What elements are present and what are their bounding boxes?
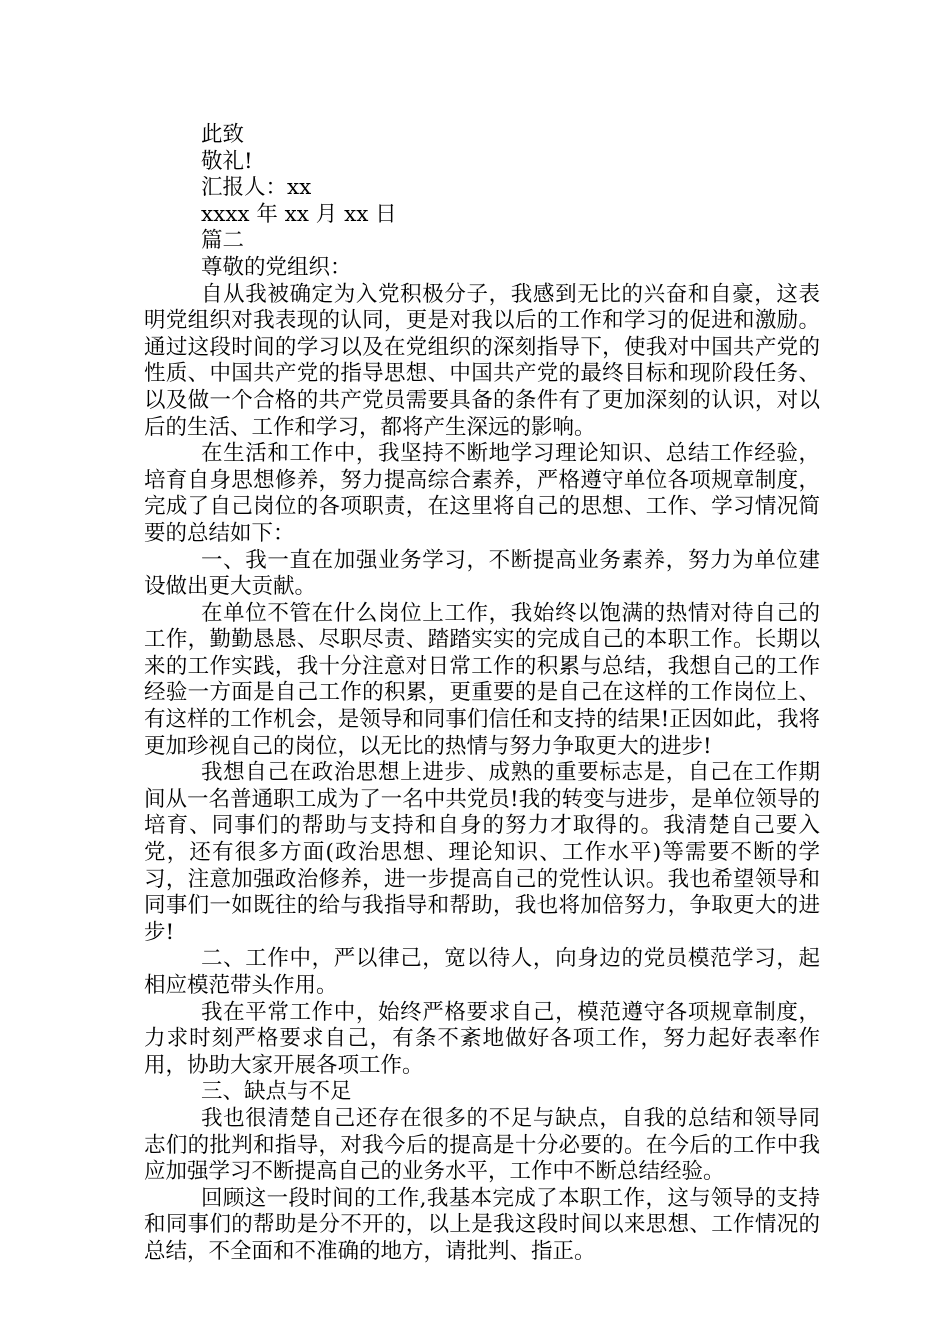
section-heading-2: 二、工作中，严以律己，宽以待人，向身边的党员模范学习，起相应模范带头作用。 bbox=[144, 946, 820, 998]
date-line: xxxx 年 xx 月 xx 日 bbox=[201, 201, 397, 227]
paragraph-5: 我在平常工作中，始终严格要求自己，模范遵守各项规章制度，力求时刻严格要求自己，有条不紊地做好各项工作，努力起好表率作用，协助大家开展各项工作。 bbox=[144, 999, 820, 1078]
section-heading-3: 三、缺点与不足 bbox=[201, 1079, 352, 1105]
paragraph-3: 在单位不管在什么岗位上工作，我始终以饱满的热情对待自己的工作，勤勤恳恳、尽职尽责、踏踏实实的完成自己的本职工作。长期以来的工作实践，我十分注意对日常工作的积累与总结，我想自己的工作经验一方面是自己工作的积累，更重要的是自己在这样的工作岗位上、有这样的工作机会，是领导和同事们信任和支持的结果!正因如此，我将更加珍视自己的岗位，以无比的热情与努力争取更大的进步! bbox=[144, 600, 820, 759]
closing-respect: 敬礼! bbox=[201, 148, 253, 174]
paragraph-2: 在生活和工作中，我坚持不断地学习理论知识、总结工作经验，培育自身思想修养，努力提高综合素养，严格遵守单位各项规章制度，完成了自己岗位的各项职责，在这里将自己的思想、工作、学习情况简要的总结如下： bbox=[144, 441, 820, 546]
paragraph-7: 回顾这一段时间的工作,我基本完成了本职工作，这与领导的支持和同事们的帮助是分不开的，以上是我这段时间以来思想、工作情况的总结，不全面和不准确的地方，请批判、指正。 bbox=[144, 1185, 820, 1264]
section-title: 篇二 bbox=[201, 228, 245, 254]
paragraph-6: 我也很清楚自己还存在很多的不足与缺点，自我的总结和领导同志们的批判和指导，对我今后的提高是十分必要的。在今后的工作中我应加强学习不断提高自己的业务水平，工作中不断总结经验。 bbox=[144, 1105, 820, 1185]
paragraph-1: 自从我被确定为入党积极分子，我感到无比的兴奋和自豪，这表明党组织对我表现的认同，更是对我以后的工作和学习的促进和激励。通过这段时间的学习以及在党组织的深刻指导下，使我对中国共产党的性质、中国共产党的指导思想、中国共产党的最终目标和现阶段任务、以及做一个合格的共产党员需要具备的条件有了更加深刻的认识，对以后的生活、工作和学习，都将产生深远的影响。 bbox=[144, 281, 820, 440]
reporter-line: 汇报人：xx bbox=[201, 175, 312, 201]
closing-salute: 此致 bbox=[201, 122, 245, 147]
greeting: 尊敬的党组织： bbox=[201, 254, 352, 280]
paragraph-4: 我想自己在政治思想上进步、成熟的重要标志是，自己在工作期间从一名普通职工成为了一名中共党员!我的转变与进步，是单位领导的培育、同事们的帮助与支持和自身的努力才取得的。我清楚自己要入党，还有很多方面(政治思想、理论知识、工作水平)等需要不断的学习，注意加强政治修养，进一步提高自己的党性认识。我也希望领导和同事们一如既往的给与我指导和帮助，我也将加倍努力，争取更大的进步! bbox=[144, 760, 820, 945]
document-page bbox=[144, 122, 820, 1266]
section-heading-1: 一、我一直在加强业务学习，不断提高业务素养，努力为单位建设做出更大贡献。 bbox=[144, 547, 820, 600]
